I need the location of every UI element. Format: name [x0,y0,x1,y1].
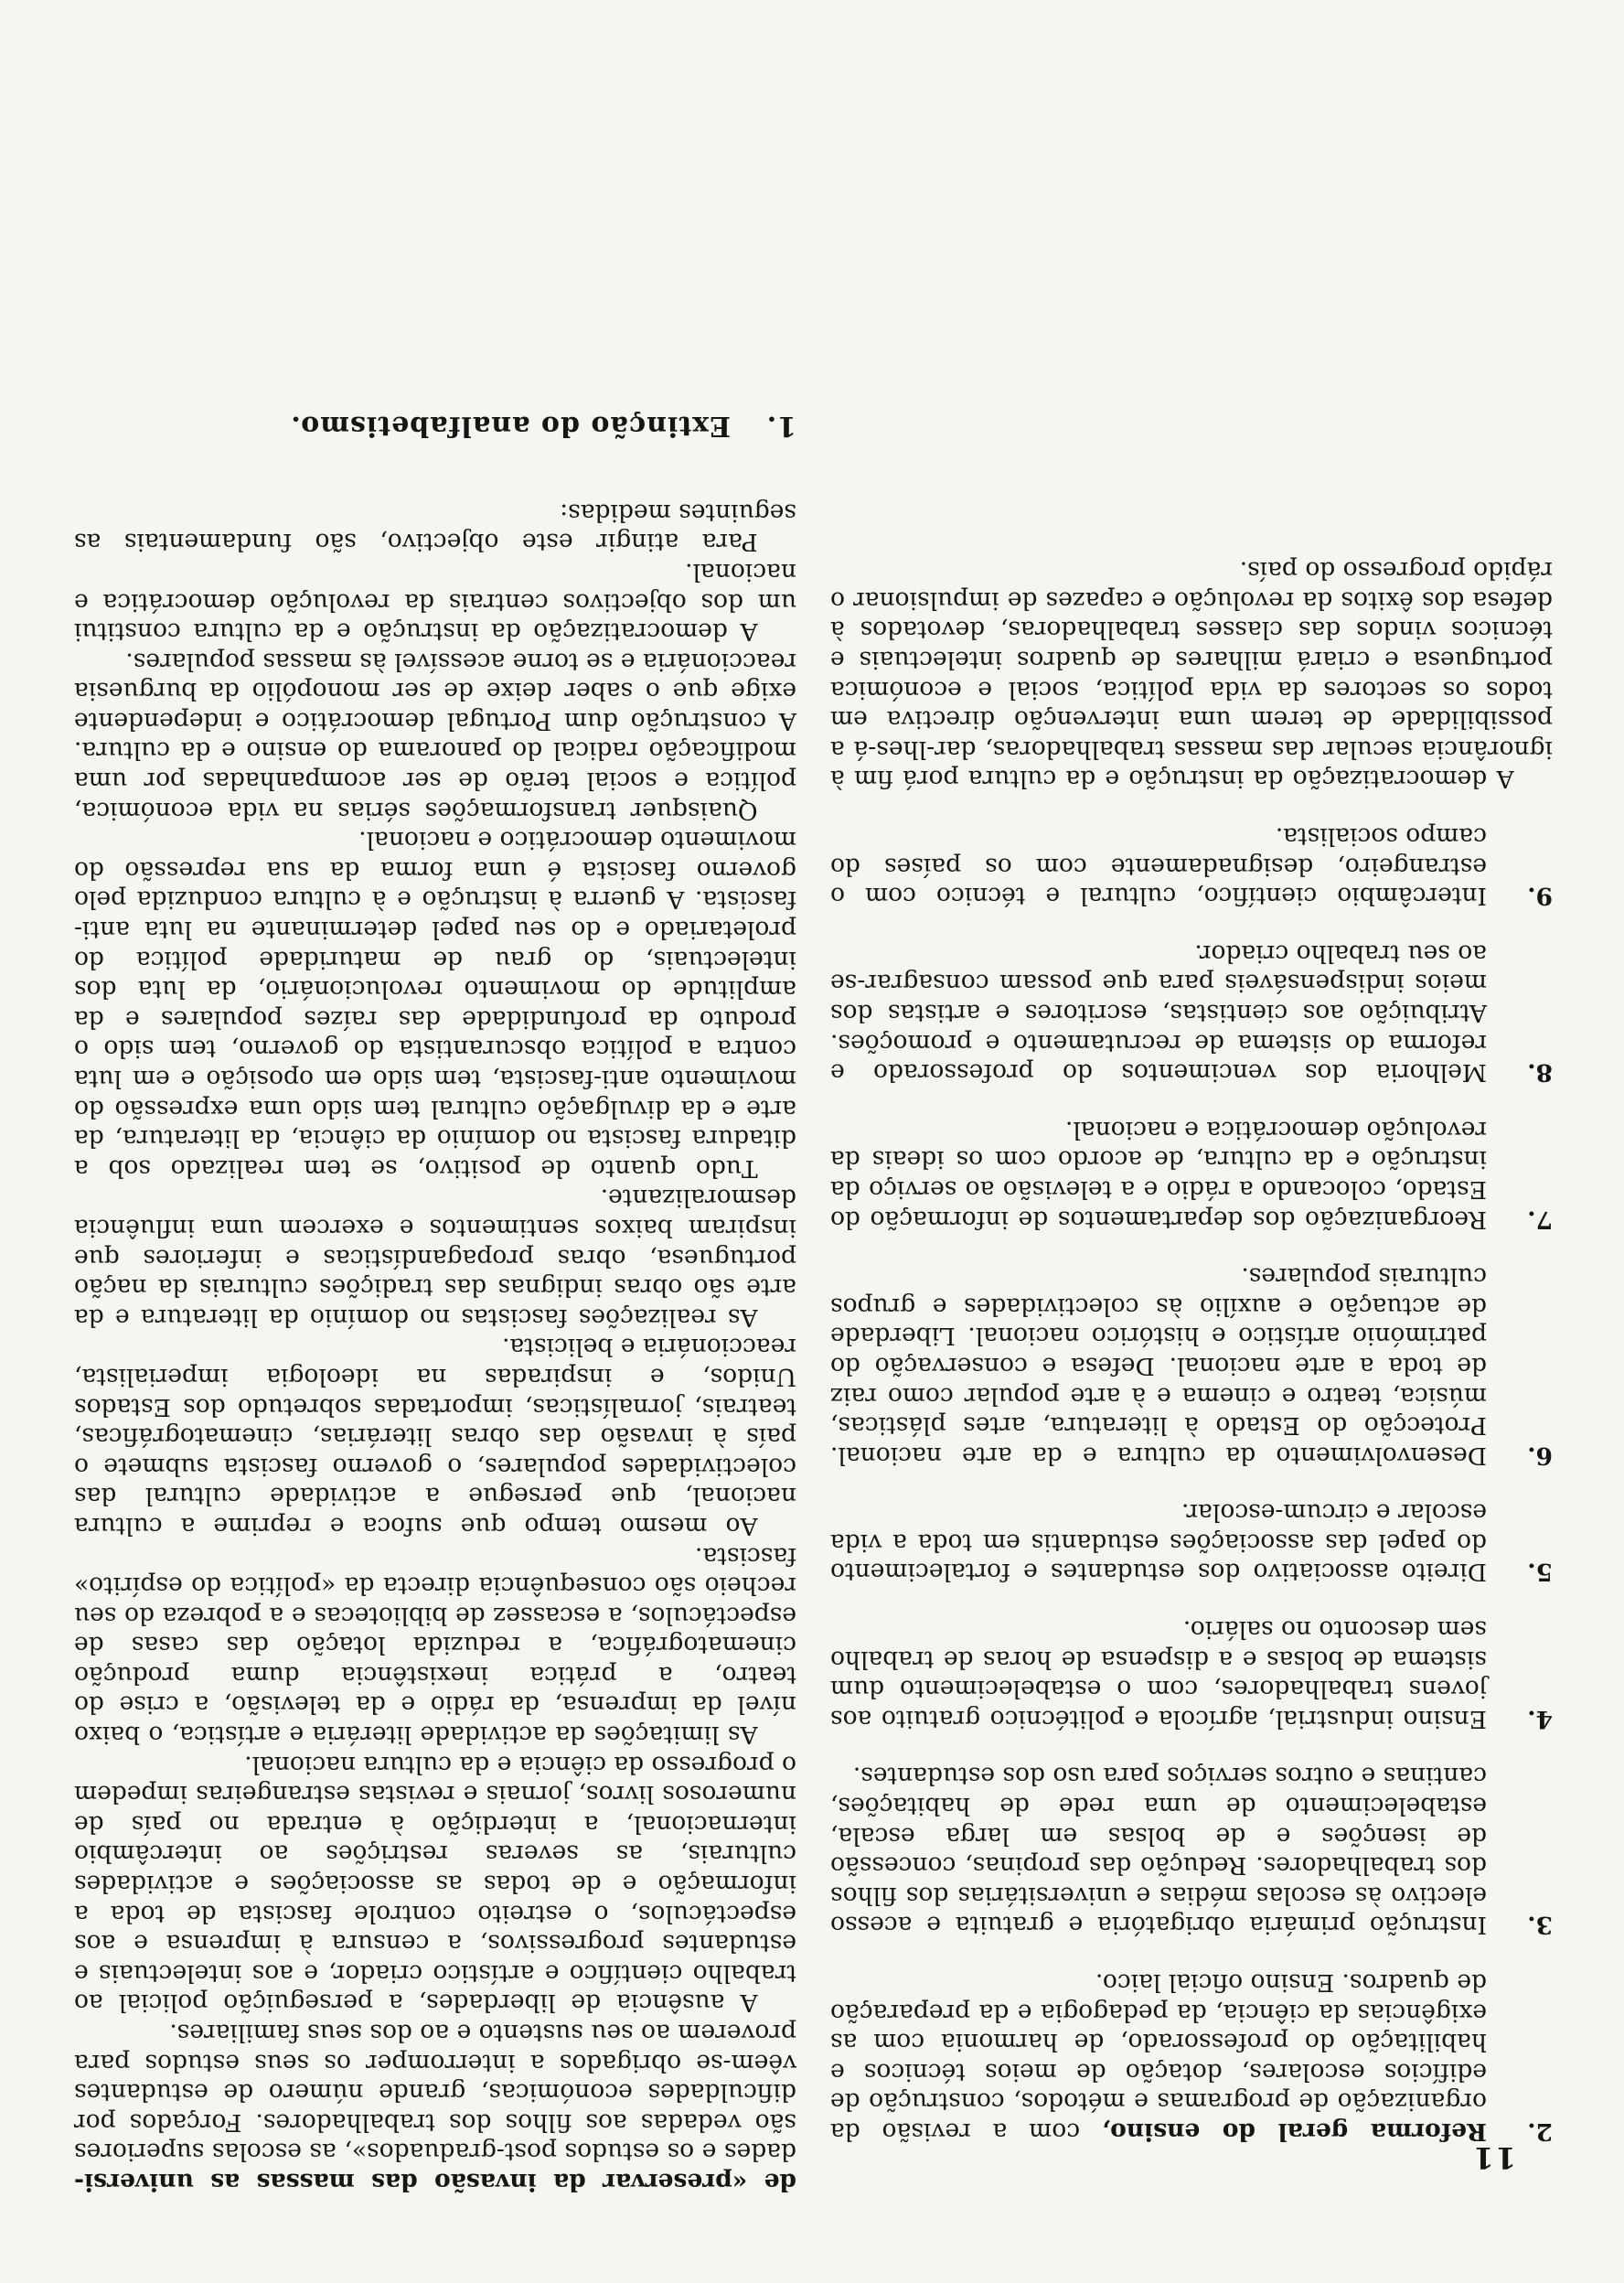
list-item-text: Direito associativo dos estudantes e fortalecimento do papel das associações estudantis em toda a vida escolar e circum-escolar. [830,1498,1487,1587]
list-item-body: com a revisão da organização de programas e métodos, construção de edifícios escolares, dotação de meios técnicos e habilitação do professorado, de harmonia com as exigências da ciência, da pedagogia e da preparação de quadros. Ensino oficial laico. [830,1968,1487,2146]
section-title: Extinção do analfabetismo. [290,410,731,443]
list-item-5 [830,1497,1553,1587]
paragraph-9: Para atingir este objectivo, são fundamentais as seguintes medidas: [74,498,796,557]
list-item-lead: Reforma geral do ensino, [1101,2117,1487,2146]
list-item-7 [830,1114,1553,1233]
paragraph-1-text: dades e os estudos post-graduados», as escolas superiores são vedadas aos filhos dos trabalhadores. Forçados por dificuldades económicas, grande número de estudantes vêem-se obrigados a interromper os seus estudos para proverem ao seu sustento e ao dos seus familiares. [74,2019,796,2167]
text-column-right [830,555,1553,2146]
list-item-9 [830,820,1553,910]
list-item-number: 9. [1527,882,1553,911]
paragraph-8: A democratização da instrução e da cultura constitui um dos objectivos centrais da revolução democrática e nacional. [74,557,796,647]
list-item-text: Melhoria dos vencimentos do professorado e reforma do sistema de recrutamento e promoções. Atribuição aos cientistas, escritores e artistas dos meios indispensáveis para que possam consagrar-se ao seu trabalho criador. [830,938,1487,1088]
list-item-number: 8. [1527,1058,1553,1088]
list-item-text: Ensino industrial, agrícola e politécnico gratuito aos jovens trabalhadores, com o estabelecimento dum sistema de bolsas e a dispensa de horas de trabalho sem desconto no salário. [830,1615,1487,1733]
section-number: 1. [765,410,796,443]
paragraph-1-lead: de «preservar da invasão das massas as universi- [74,2168,796,2196]
paragraph-1 [74,2017,796,2196]
list-item-number: 2. [1527,2117,1553,2146]
list-item-text: Instrução primária obrigatória e gratuita e acesso electivo às escolas médias e universitárias dos filhos dos trabalhadores. Redução das propinas, concessão de isenções e de bolsas em larga escala, estabelecimento de uma rede de habitações, cantinas e outros serviços para uso dos estudantes. [830,1762,1487,1940]
list-item-number: 3. [1527,1911,1553,1940]
list-item-4 [830,1614,1553,1733]
list-item-3 [830,1761,1553,1940]
closing-paragraph: A democratização da instrução e da cultura porá fim à ignorância secular das massas trabalhadoras, dar-lhes-á a possibilidade de terem uma intervenção directiva em todos os sectores da vida política, social e económica portuguesa e criará milhares de quadros intelectuais e técnicos vindos das classes trabalhadoras, devotados à defesa dos êxitos da revolução e capazes de impulsionar o rápido progresso do país. [830,556,1553,794]
list-item-number: 6. [1527,1441,1553,1470]
list-item-number: 4. [1527,1704,1553,1733]
list-item-text: Intercâmbio científico, cultural e técnico com o estrangeiro, designadamente com os países do campo socialista. [830,822,1487,911]
list-item-number: 5. [1527,1558,1553,1587]
paragraph-6: Tudo quanto de positivo, se tem realizado sob a ditadura fascista no domínio da ciência, da literatura, da arte e da divulgação cultural tem sido uma expressão do movimento anti-fascista, tem sido em oposição e em luta contra a política obscurantista do governo, tem sido o produto da profundidade das raízes populares e da amplitude do movimento revolucionário, da luta dos intelectuais, do grau de maturidade política do proletariado e do seu papel determinante na luta anti-fascista. A guerra à instrução e à cultura conduzida pelo governo fascista é uma forma da sua repressão do movimento democrático e nacional. [74,826,796,1183]
list-item-6 [830,1261,1553,1470]
list-item-8 [830,938,1553,1087]
page-number: 11 [1471,2140,1516,2175]
section-heading-1 [74,410,796,442]
list-item-number: 7. [1527,1205,1553,1234]
paragraph-4: Ao mesmo tempo que sufoca e reprime a cultura nacional, que persegue a actividade cultural das colectividades populares, o governo fascista submete o país à invasão das obras literárias, cinematográficas, teatrais, jornalísticas, importadas sobretudo dos Estados Unidos, e inspiradas na ideologia imperialista, reaccionária e belicista. [74,1333,796,1540]
paragraph-2: A ausência de liberdades, a perseguição policial ao trabalho científico e artístico criador, e aos intelectuais e estudantes progressivos, a censura à imprensa e aos espectáculos, o estreito controle fascista de toda a informação e de todas as associações e actividades culturais, as severas restrições ao intercâmbio internacional, a interdição à entrada no país de numerosos livros, jornais e revistas estrangeiras impedem o progresso da ciência e da cultura nacional. [74,1750,796,2018]
paragraph-5: As realizações fascistas no domínio da literatura e da arte são obras indignas das tradições culturais da nação portuguesa, obras propagandísticas e inferiores que inspiram baixos sentimentos e exercem uma influência desmoralizante. [74,1184,796,1332]
list-item-2 [830,1967,1553,2146]
list-item-text: Desenvolvimento da cultura e da arte nacional. Protecção do Estado à literatura, artes plásticas, música, teatro e cinema e à arte popular como raiz de toda a arte nacional. Defesa e conservação do património artístico e histórico nacional. Liberdade de actuação e auxílio às colectividades e grupos culturais populares. [830,1262,1487,1470]
list-item-text: Reorganização dos departamentos de informação do Estado, colocando a rádio e a televisão ao serviço da instrução e da cultura, de acordo com os ideais da revolução democrática e nacional. [830,1115,1487,1234]
text-column-left [74,410,796,2196]
paragraph-3: As limitações da actividade literária e artística, o baixo nível da imprensa, da rádio e da televisão, a crise do teatro, a prática inexistência duma produção cinematográfica, a reduzida lotação das casas de espectáculos, a escassez de bibliotecas e a pobreza do seu recheio são consequência directa da «política do espírito» fascista. [74,1541,796,1750]
paragraph-7: Quaisquer transformações sérias na vida económica, política e social terão de ser acompanhadas por uma modificação radical do panorama do ensino e da cultura. A construção dum Portugal democrático e independente exige que o saber deixe de ser monopólio da burguesia reaccionária e se torne acessível às massas populares. [74,647,796,825]
list-item-text [830,1967,1487,2146]
